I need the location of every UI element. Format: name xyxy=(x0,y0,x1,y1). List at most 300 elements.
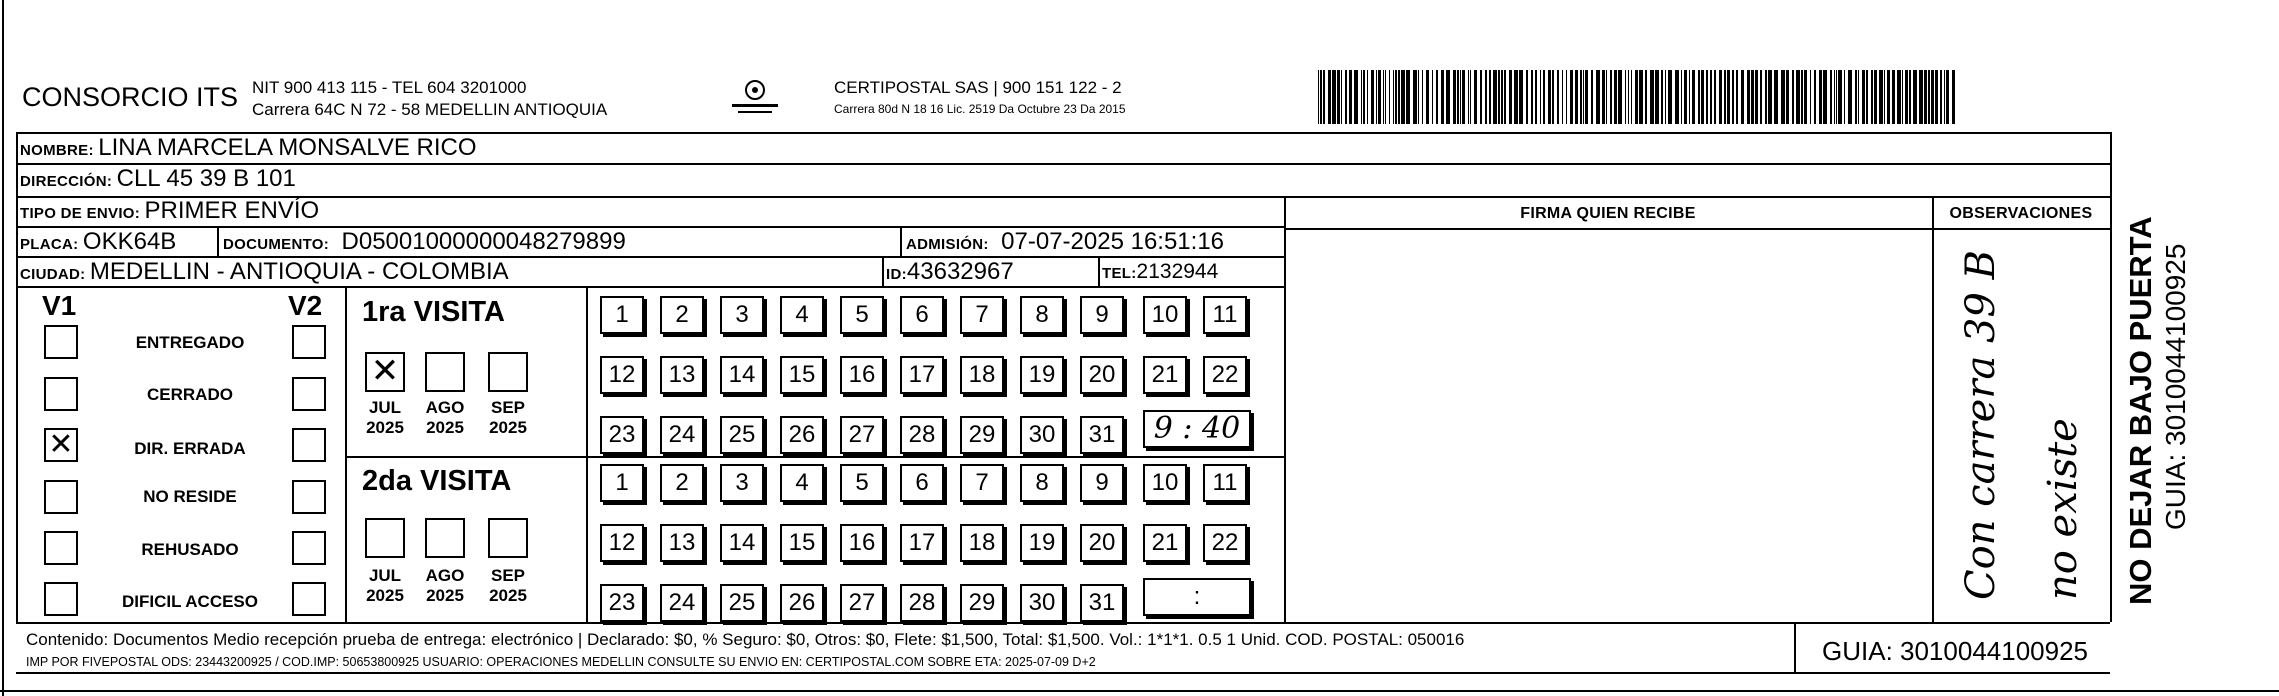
barcode-bar xyxy=(1371,70,1374,124)
visit1-time[interactable]: 9 : 40 xyxy=(1143,410,1251,448)
tel-value: 2132944 xyxy=(1136,260,1219,283)
visit1-day-29[interactable]: 29 xyxy=(960,416,1004,454)
barcode-bar xyxy=(1514,70,1518,124)
visit1-day-7[interactable]: 7 xyxy=(960,296,1004,334)
visit-divider xyxy=(345,456,1284,458)
barcode-bar xyxy=(1781,70,1785,124)
section-divider xyxy=(586,286,588,622)
visit1-day-18[interactable]: 18 xyxy=(960,356,1004,394)
visit2-sep-checkbox[interactable] xyxy=(488,518,528,558)
barcode-bar xyxy=(1913,70,1917,124)
visit1-day-16[interactable]: 16 xyxy=(840,356,884,394)
visit1-day-9[interactable]: 9 xyxy=(1080,296,1124,334)
id-value: 43632967 xyxy=(906,258,1014,285)
barcode-bar xyxy=(1940,70,1942,124)
direccion-label: DIRECCIÓN: xyxy=(20,173,113,190)
visit2-day-13[interactable]: 13 xyxy=(660,524,704,562)
visit1-day-28[interactable]: 28 xyxy=(900,416,944,454)
barcode-bar xyxy=(1866,70,1868,124)
barcode-bar xyxy=(1928,70,1930,124)
barcode-bar xyxy=(1741,70,1744,124)
barcode-bar xyxy=(1385,70,1386,124)
side-guia: GUIA: 3010044100925 xyxy=(2160,243,2191,530)
barcode-bar xyxy=(1583,70,1584,124)
barcode-bar xyxy=(1509,70,1512,124)
footer-bottom-rule xyxy=(16,672,2110,674)
visit1-day-23[interactable]: 23 xyxy=(600,416,644,454)
obs-handwriting-line2: no existe xyxy=(2040,418,2086,600)
v1-cerrado-checkbox[interactable] xyxy=(44,377,78,411)
visit2-day-24[interactable]: 24 xyxy=(660,584,704,622)
visit1-day-21[interactable]: 21 xyxy=(1143,356,1187,394)
documento-value: D05001000000048279899 xyxy=(341,228,626,255)
barcode-bar xyxy=(1792,70,1794,124)
section-divider xyxy=(345,286,347,622)
placa-value: OKK64B xyxy=(82,228,177,255)
month-year: 2025 xyxy=(489,586,527,605)
barcode-bar xyxy=(1884,70,1885,124)
left-edge xyxy=(2,0,4,696)
tipo-value: PRIMER ENVÍO xyxy=(144,197,320,224)
barcode-bar xyxy=(1406,70,1410,124)
barcode-bar xyxy=(1398,70,1400,124)
barcode-bar xyxy=(1614,70,1617,124)
id-cell xyxy=(886,258,1014,286)
barcode-bar xyxy=(1858,70,1859,124)
barcode-bar xyxy=(1566,70,1567,124)
barcode-bar xyxy=(1655,70,1659,124)
barcode-bar xyxy=(1919,70,1923,124)
tipo-label: TIPO DE ENVIO: xyxy=(20,205,141,222)
barcode-bar xyxy=(1606,70,1607,124)
barcode-bar xyxy=(1535,70,1537,124)
barcode-bar xyxy=(1354,70,1358,124)
v2-cerrado-checkbox[interactable] xyxy=(292,377,326,411)
visit2-day-30[interactable]: 30 xyxy=(1020,584,1064,622)
visit2-day-21[interactable]: 21 xyxy=(1143,524,1187,562)
barcode-bar xyxy=(1436,70,1438,124)
v1-entregado-checkbox[interactable] xyxy=(44,325,78,359)
barcode-bar xyxy=(1557,70,1559,124)
barcode-bar xyxy=(1418,70,1419,124)
barcode-bar xyxy=(1768,70,1772,124)
barcode-bar xyxy=(1844,70,1845,124)
barcode xyxy=(1318,70,1958,124)
visit2-jul-checkbox[interactable] xyxy=(365,518,405,558)
barcode-bar xyxy=(1531,70,1533,124)
barcode-bar xyxy=(1337,70,1340,124)
barcode-bar xyxy=(1631,70,1632,124)
barcode-bar xyxy=(1345,70,1347,124)
barcode-bar xyxy=(1774,70,1778,124)
barcode-bar xyxy=(1887,70,1890,124)
firma-header: FIRMA QUIEN RECIBE xyxy=(1520,205,1696,222)
barcode-bar xyxy=(1498,70,1500,124)
visit2-day-4[interactable]: 4 xyxy=(780,464,824,502)
barcode-bar xyxy=(1892,70,1895,124)
visit1-title: 1ra VISITA xyxy=(362,296,505,328)
barcode-bar xyxy=(1645,70,1647,124)
barcode-bar xyxy=(1706,70,1708,124)
visit1-month-label xyxy=(355,398,415,438)
barcode-bar xyxy=(1810,70,1811,124)
barcode-bar xyxy=(1376,70,1377,124)
barcode-bar xyxy=(1323,70,1325,124)
barcode-bar xyxy=(1751,70,1754,124)
barcode-bar xyxy=(1591,70,1593,124)
barcode-bar xyxy=(1618,70,1622,124)
barcode-bar xyxy=(1823,70,1827,124)
barcode-bar xyxy=(1755,70,1758,124)
barcode-bar xyxy=(1814,70,1816,124)
visit1-day-17[interactable]: 17 xyxy=(900,356,944,394)
barcode-bar xyxy=(1596,70,1600,124)
nombre-row xyxy=(20,134,477,162)
barcode-bar xyxy=(1724,70,1726,124)
cell-divider xyxy=(217,226,219,256)
barcode-bar xyxy=(1367,70,1368,124)
visit2-day-9[interactable]: 9 xyxy=(1080,464,1124,502)
visit2-day-17[interactable]: 17 xyxy=(900,524,944,562)
barcode-bar xyxy=(1897,70,1901,124)
footer-imp: IMP POR FIVEPOSTAL ODS: 23443200925 / COD.IMP: 50653800925 USUARIO: OPERACIONES MEDELLIN CONSULTE SU ENVIO EN: CERTIPOSTAL.COM SOBRE ETA: 2025-07-09 D+2 xyxy=(26,655,1096,669)
documento-label: DOCUMENTO: xyxy=(223,236,330,253)
barcode-bar xyxy=(1905,70,1908,124)
barcode-bar xyxy=(1526,70,1528,124)
barcode-bar xyxy=(1635,70,1638,124)
visit1-day-25[interactable]: 25 xyxy=(720,416,764,454)
nombre-label: NOMBRE: xyxy=(20,142,94,159)
barcode-bar xyxy=(1675,70,1679,124)
barcode-bar xyxy=(1796,70,1800,124)
barcode-bar xyxy=(1681,70,1682,124)
barcode-bar xyxy=(1874,70,1877,124)
cell-divider xyxy=(1098,256,1100,286)
barcode-bar xyxy=(1944,70,1945,124)
barcode-bar xyxy=(1801,70,1803,124)
admision-label: ADMISIÓN: xyxy=(906,236,989,253)
visit2-day-29[interactable]: 29 xyxy=(960,584,1004,622)
barcode-bar xyxy=(1834,70,1835,124)
visit2-day-20[interactable]: 20 xyxy=(1080,524,1124,562)
month-name: AGO xyxy=(425,566,465,585)
company-name: CONSORCIO ITS xyxy=(22,82,239,112)
barcode-bar xyxy=(1575,70,1578,124)
barcode-bar xyxy=(1562,70,1563,124)
firma-divider xyxy=(1284,198,1286,622)
barcode-bar xyxy=(1401,70,1405,124)
visit2-day-23[interactable]: 23 xyxy=(600,584,644,622)
visit2-day-25[interactable]: 25 xyxy=(720,584,764,622)
visit1-day-22[interactable]: 22 xyxy=(1203,356,1247,394)
barcode-bar xyxy=(1871,70,1873,124)
barcode-bar xyxy=(1639,70,1643,124)
barcode-bar xyxy=(1474,70,1477,124)
visit2-month-label xyxy=(355,566,415,606)
admision-cell xyxy=(906,228,1224,256)
placa-row xyxy=(20,228,176,256)
v2-no-reside-checkbox[interactable] xyxy=(292,480,326,514)
month-year: 2025 xyxy=(489,418,527,437)
barcode-bar xyxy=(1747,70,1750,124)
barcode-bar xyxy=(1378,70,1381,124)
barcode-bar xyxy=(1625,70,1626,124)
visit2-month-label xyxy=(478,566,538,606)
visit1-day-24[interactable]: 24 xyxy=(660,416,704,454)
barcode-bar xyxy=(1765,70,1767,124)
status-dir-errada: DIR. ERRADA xyxy=(134,439,246,458)
rule xyxy=(1284,228,2110,230)
visit1-day-19[interactable]: 19 xyxy=(1020,356,1064,394)
visit2-title: 2da VISITA xyxy=(362,465,512,497)
visit1-day-2[interactable]: 2 xyxy=(660,296,704,334)
barcode-bar xyxy=(1909,70,1911,124)
month-year: 2025 xyxy=(366,418,404,437)
v2-entregado-checkbox[interactable] xyxy=(292,325,326,359)
barcode-bar xyxy=(1710,70,1712,124)
visit2-day-11[interactable]: 11 xyxy=(1203,464,1247,502)
barcode-bar xyxy=(1501,70,1503,124)
month-name: JUL xyxy=(368,566,402,585)
visit2-day-7[interactable]: 7 xyxy=(960,464,1004,502)
obs-handwriting-line1: Con carrera 39 B xyxy=(1958,249,2004,600)
visit2-day-15[interactable]: 15 xyxy=(780,524,824,562)
admision-value: 07-07-2025 16:51:16 xyxy=(1001,228,1225,255)
visit1-day-12[interactable]: 12 xyxy=(600,356,644,394)
barcode-bar xyxy=(1924,70,1927,124)
barcode-bar xyxy=(1570,70,1573,124)
tel-label: TEL: xyxy=(1102,265,1137,282)
side-no-dejar: NO DEJAR BAJO PUERTA xyxy=(2123,216,2158,605)
visit2-day-14[interactable]: 14 xyxy=(720,524,764,562)
month-name: SEP xyxy=(490,398,526,417)
visit1-day-13[interactable]: 13 xyxy=(660,356,704,394)
ciudad-row xyxy=(20,258,509,286)
visit2-day-28[interactable]: 28 xyxy=(900,584,944,622)
barcode-bar xyxy=(1698,70,1700,124)
barcode-bar xyxy=(1935,70,1938,124)
month-year: 2025 xyxy=(426,418,464,437)
visit2-time[interactable]: : xyxy=(1143,578,1251,616)
placa-label: PLACA: xyxy=(20,236,79,253)
barcode-bar xyxy=(1628,70,1629,124)
visit2-day-1[interactable]: 1 xyxy=(600,464,644,502)
visit2-ago-checkbox[interactable] xyxy=(425,518,465,558)
month-year: 2025 xyxy=(366,586,404,605)
visit2-day-10[interactable]: 10 xyxy=(1143,464,1187,502)
month-name: AGO xyxy=(425,398,465,417)
month-year: 2025 xyxy=(426,586,464,605)
barcode-bar xyxy=(1446,70,1450,124)
barcode-bar xyxy=(1363,70,1365,124)
barcode-bar xyxy=(1610,70,1612,124)
visit1-day-5[interactable]: 5 xyxy=(840,296,884,334)
barcode-bar xyxy=(1540,70,1541,124)
barcode-bar xyxy=(1836,70,1837,124)
barcode-bar xyxy=(1714,70,1716,124)
visit1-day-15[interactable]: 15 xyxy=(780,356,824,394)
visit1-ago-checkbox[interactable] xyxy=(425,352,465,392)
rule xyxy=(16,286,1284,288)
barcode-bar xyxy=(1668,70,1672,124)
v1-label: V1 xyxy=(42,290,77,321)
barcode-bar xyxy=(1441,70,1444,124)
barcode-bar xyxy=(1432,70,1433,124)
visit2-day-19[interactable]: 19 xyxy=(1020,524,1064,562)
id-label: ID: xyxy=(886,266,907,283)
v1-rehusado-checkbox[interactable] xyxy=(44,531,78,565)
barcode-bar xyxy=(1318,70,1319,124)
month-name: SEP xyxy=(490,566,526,585)
barcode-bar xyxy=(1855,70,1857,124)
barcode-bar xyxy=(1422,70,1423,124)
barcode-bar xyxy=(1838,70,1842,124)
visit1-day-3[interactable]: 3 xyxy=(720,296,764,334)
barcode-bar xyxy=(1349,70,1352,124)
barcode-bar xyxy=(1580,70,1582,124)
visit1-day-26[interactable]: 26 xyxy=(780,416,824,454)
visit1-month-label xyxy=(415,398,475,438)
observaciones-header: OBSERVACIONES xyxy=(1949,205,2093,222)
barcode-bar xyxy=(1732,70,1734,124)
tel-cell xyxy=(1102,260,1218,284)
barcode-bar xyxy=(1902,70,1903,124)
barcode-bar xyxy=(1548,70,1551,124)
barcode-bar xyxy=(1504,70,1506,124)
status-cerrado: CERRADO xyxy=(147,385,233,404)
barcode-bar xyxy=(1543,70,1545,124)
barcode-bar xyxy=(1489,70,1491,124)
tipo-row xyxy=(20,197,319,225)
barcode-bar xyxy=(1692,70,1695,124)
visit2-day-3[interactable]: 3 xyxy=(720,464,764,502)
visit2-day-18[interactable]: 18 xyxy=(960,524,1004,562)
barcode-bar xyxy=(1862,70,1865,124)
nombre-value: LINA MARCELA MONSALVE RICO xyxy=(98,134,477,161)
barcode-bar xyxy=(1328,70,1331,124)
company-address: Carrera 64C N 72 - 58 MEDELLIN ANTIOQUIA xyxy=(252,100,608,119)
barcode-bar xyxy=(1393,70,1394,124)
visit2-day-26[interactable]: 26 xyxy=(780,584,824,622)
visit2-day-27[interactable]: 27 xyxy=(840,584,884,622)
barcode-bar xyxy=(1470,70,1471,124)
v1-dir-errada-checkbox[interactable]: ✕ xyxy=(44,428,78,462)
status-dificil-acceso: DIFICIL ACCESO xyxy=(121,592,258,611)
visit2-day-12[interactable]: 12 xyxy=(600,524,644,562)
certipostal-logo xyxy=(728,76,782,127)
visit1-day-30[interactable]: 30 xyxy=(1020,416,1064,454)
visit1-day-1[interactable]: 1 xyxy=(600,296,644,334)
rule xyxy=(16,163,2110,165)
visit2-month-label xyxy=(415,566,475,606)
visit1-day-20[interactable]: 20 xyxy=(1080,356,1124,394)
barcode-bar xyxy=(1952,70,1955,124)
ciudad-label: CIUDAD: xyxy=(20,266,86,283)
status-no-reside: NO RESIDE xyxy=(143,487,237,506)
v2-dir-errada-checkbox[interactable] xyxy=(292,428,326,462)
visit2-day-2[interactable]: 2 xyxy=(660,464,704,502)
barcode-bar xyxy=(1736,70,1738,124)
visit2-day-6[interactable]: 6 xyxy=(900,464,944,502)
barcode-bar xyxy=(1460,70,1461,124)
ciudad-value: MEDELLIN - ANTIOQUIA - COLOMBIA xyxy=(89,258,509,285)
barcode-bar xyxy=(1361,70,1362,124)
form-right-border xyxy=(2110,132,2112,622)
barcode-bar xyxy=(1453,70,1456,124)
barcode-bar xyxy=(1332,70,1336,124)
visit1-sep-checkbox[interactable] xyxy=(488,352,528,392)
visit1-day-27[interactable]: 27 xyxy=(840,416,884,454)
visit1-day-6[interactable]: 6 xyxy=(900,296,944,334)
form-left-border xyxy=(16,132,18,622)
barcode-bar xyxy=(1426,70,1429,124)
barcode-bar xyxy=(1719,70,1722,124)
barcode-bar xyxy=(1650,70,1654,124)
visit1-day-11[interactable]: 11 xyxy=(1203,296,1247,334)
v2-rehusado-checkbox[interactable] xyxy=(292,531,326,565)
status-rehusado: REHUSADO xyxy=(141,540,239,559)
barcode-bar xyxy=(1804,70,1807,124)
visit1-day-14[interactable]: 14 xyxy=(720,356,764,394)
visit1-jul-checkbox[interactable]: ✕ xyxy=(365,352,405,392)
footer-divider xyxy=(1794,622,1796,672)
direccion-value: CLL 45 39 B 101 xyxy=(116,165,296,192)
v1-dificil-acceso-checkbox[interactable] xyxy=(44,582,78,616)
footer-guia: GUIA: 3010044100925 xyxy=(1822,636,2088,666)
visit1-day-10[interactable]: 10 xyxy=(1143,296,1187,334)
footer-contenido: Contenido: Documentos Medio recepción prueba de entrega: electrónico | Declarado: $0, % Seguro: $0, Otros: $0, Flete: $1,500, Total: $1,500. Vol.: 1*1*1. 0.5 1 Unid. COD. POSTAL: 050016 xyxy=(26,630,1465,649)
visit1-month-label xyxy=(478,398,538,438)
barcode-bar xyxy=(1457,70,1459,124)
barcode-bar xyxy=(1946,70,1949,124)
visit1-day-4[interactable]: 4 xyxy=(780,296,824,334)
visit1-day-8[interactable]: 8 xyxy=(1020,296,1064,334)
v2-label: V2 xyxy=(288,290,323,321)
visit2-day-22[interactable]: 22 xyxy=(1203,524,1247,562)
direccion-row xyxy=(20,165,296,193)
obs-divider xyxy=(1932,198,1934,622)
barcode-bar xyxy=(1879,70,1883,124)
barcode-bar xyxy=(1493,70,1497,124)
barcode-bar xyxy=(1665,70,1666,124)
barcode-bar xyxy=(1585,70,1588,124)
visit2-day-16[interactable]: 16 xyxy=(840,524,884,562)
barcode-bar xyxy=(1383,70,1384,124)
v2-dificil-acceso-checkbox[interactable] xyxy=(292,582,326,616)
bottom-edge xyxy=(0,690,2279,692)
v1-no-reside-checkbox[interactable] xyxy=(44,480,78,514)
barcode-bar xyxy=(1830,70,1832,124)
barcode-bar xyxy=(1480,70,1482,124)
visit2-day-5[interactable]: 5 xyxy=(840,464,884,502)
barcode-bar xyxy=(1485,70,1487,124)
certipostal-address: Carrera 80d N 18 16 Lic. 2519 Da Octubre 23 Da 2015 xyxy=(834,102,1126,116)
barcode-bar xyxy=(1341,70,1342,124)
barcode-bar xyxy=(1602,70,1605,124)
visit1-day-31[interactable]: 31 xyxy=(1080,416,1124,454)
barcode-bar xyxy=(1786,70,1789,124)
barcode-bar xyxy=(1848,70,1852,124)
certipostal-name: CERTIPOSTAL SAS | 900 151 122 - 2 xyxy=(834,78,1122,97)
cell-divider xyxy=(882,256,884,286)
barcode-bar xyxy=(1701,70,1704,124)
barcode-bar xyxy=(1661,70,1663,124)
rule xyxy=(16,196,2110,198)
visit2-day-8[interactable]: 8 xyxy=(1020,464,1064,502)
barcode-bar xyxy=(1727,70,1730,124)
barcode-bar xyxy=(1320,70,1322,124)
visit2-day-31[interactable]: 31 xyxy=(1080,584,1124,622)
